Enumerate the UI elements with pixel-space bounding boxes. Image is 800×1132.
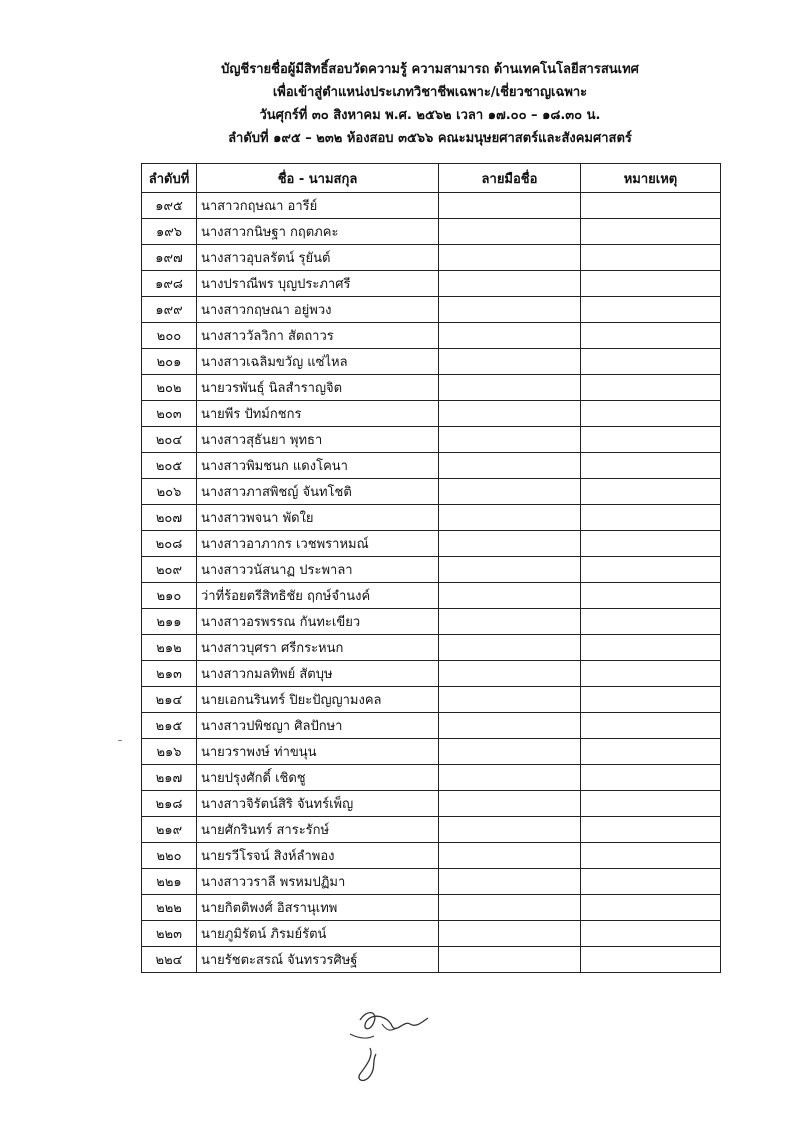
row-number: ๒๐๕ [142,453,197,479]
signature-cell [439,713,581,739]
row-name: นางสาวอาภากร เวชพราหมณ์ [197,531,439,557]
table-row [142,557,721,583]
remark-cell [581,713,721,739]
signature-cell [439,765,581,791]
remark-cell [581,453,721,479]
row-number: ๒๐๒ [142,375,197,401]
table-row [142,349,721,375]
table-row [142,427,721,453]
row-number: ๒๐๔ [142,427,197,453]
row-name: นางสาวภาสพิชญ์ จันทโชติ [197,479,439,505]
row-number: ๒๑๔ [142,687,197,713]
row-number: ๒๒๔ [142,947,197,973]
remark-cell [581,661,721,687]
table-header-row [142,164,721,193]
row-name: นายวราพงษ์ ท่าขนุน [197,739,439,765]
table-row [142,531,721,557]
remark-cell [581,505,721,531]
row-number: ๑๙๘ [142,271,197,297]
signature-cell [439,947,581,973]
signature-cell [439,609,581,635]
row-number: ๒๐๗ [142,505,197,531]
row-number: ๒๒๑ [142,869,197,895]
row-number: ๒๑๙ [142,817,197,843]
signature-cell [439,557,581,583]
header-title: บัญชีรายชื่อผู้มีสิทธิ์สอบวัดความรู้ ความสามารถ ด้านเทคโนโลยีสารสนเทศ [221,62,639,77]
attendance-table [141,163,721,973]
row-name: นางสาวพิมชนก แดงโคนา [197,453,439,479]
table-body [142,193,721,973]
row-number: ๒๐๐ [142,323,197,349]
row-number: ๑๙๖ [142,219,197,245]
signature-cell [439,843,581,869]
remark-cell [581,583,721,609]
remark-cell [581,791,721,817]
stray-mark [118,740,122,741]
signature-cell [439,375,581,401]
signature-cell [439,921,581,947]
column-header-name: ชื่อ - นามสกุล [197,164,439,193]
table-row [142,219,721,245]
table-row [142,791,721,817]
row-number: ๒๒๒ [142,895,197,921]
row-number: ๒๐๖ [142,479,197,505]
document-header [150,58,710,150]
remark-cell [581,817,721,843]
table-row [142,583,721,609]
header-room-info: ลำดับที่ ๑๙๕ – ๒๓๒ ห้องสอบ ๓๕๖๖ คณะมนุษยศาสตร์และสังคมศาสตร์ [228,131,632,146]
table-row [142,817,721,843]
signature-cell [439,661,581,687]
remark-cell [581,427,721,453]
row-number: ๒๑๒ [142,635,197,661]
row-name: นางสาวกมลทิพย์ สัตบุษ [197,661,439,687]
signature-cell [439,245,581,271]
remark-cell [581,843,721,869]
row-name: นางสาวปพิชญา ศิลปักษา [197,713,439,739]
row-name: นางสาววนัสนาฏ ประพาลา [197,557,439,583]
remark-cell [581,635,721,661]
remark-cell [581,765,721,791]
signature-cell [439,869,581,895]
remark-cell [581,609,721,635]
row-number: ๒๒๓ [142,921,197,947]
signature-cell [439,531,581,557]
signature-cell [439,687,581,713]
row-name: นางสาววราลี พรหมปฏิมา [197,869,439,895]
row-name: นางสาวกฤษณา อยู่พวง [197,297,439,323]
table-row [142,453,721,479]
row-number: ๑๙๕ [142,193,197,219]
table-row [142,375,721,401]
table-row [142,609,721,635]
row-name: นายวรพันธุ์ นิลสำราญจิต [197,375,439,401]
signature-cell [439,427,581,453]
row-name: ว่าที่ร้อยตรีสิทธิชัย ฤกษ์จำนงค์ [197,583,439,609]
table-row [142,505,721,531]
row-name: นางปราณีพร บุญประภาศรี [197,271,439,297]
remark-cell [581,271,721,297]
remark-cell [581,401,721,427]
table-row [142,401,721,427]
remark-cell [581,921,721,947]
row-number: ๒๑๗ [142,765,197,791]
row-name: นาสาวกฤษณา อารีย์ [197,193,439,219]
table-row [142,739,721,765]
table-row [142,895,721,921]
table-row [142,921,721,947]
row-name: นายรัชตะสรณ์ จันทรวรศิษฐ์ [197,947,439,973]
row-number: ๑๙๗ [142,245,197,271]
remark-cell [581,869,721,895]
signature-cell [439,583,581,609]
signature-cell [439,401,581,427]
row-name: นางสาวบุศรา ศรีกระหนก [197,635,439,661]
row-number: ๒๑๕ [142,713,197,739]
table-row [142,661,721,687]
row-name: นางสาววัลวิกา สัตถาวร [197,323,439,349]
column-header-signature: ลายมือชื่อ [439,164,581,193]
remark-cell [581,375,721,401]
column-header-remark: หมายเหตุ [581,164,721,193]
table-row [142,323,721,349]
remark-cell [581,349,721,375]
signature-cell [439,505,581,531]
remark-cell [581,479,721,505]
signature-cell [439,271,581,297]
row-number: ๑๙๙ [142,297,197,323]
row-number: ๒๐๙ [142,557,197,583]
signature-cell [439,349,581,375]
remark-cell [581,947,721,973]
signature-cell [439,193,581,219]
row-name: นายกิตติพงศ์ อิสรานุเทพ [197,895,439,921]
table-row [142,843,721,869]
row-name: นายศักรินทร์ สาระรักษ์ [197,817,439,843]
signature-cell [439,453,581,479]
row-name: นางสาวพจนา พัดใย [197,505,439,531]
table-row [142,869,721,895]
row-name: นายปรุงศักดิ์ เชิดชู [197,765,439,791]
row-number: ๒๐๘ [142,531,197,557]
remark-cell [581,323,721,349]
row-name: นายพีร ปัทม์กชกร [197,401,439,427]
row-number: ๒๑๖ [142,739,197,765]
row-number: ๒๒๐ [142,843,197,869]
row-name: นางสาวสุธันยา พุทธา [197,427,439,453]
row-name: นายภูมิรัตน์ ภิรมย์รัตน์ [197,921,439,947]
remark-cell [581,557,721,583]
table-row [142,297,721,323]
remark-cell [581,687,721,713]
table-row [142,635,721,661]
signature-cell [439,739,581,765]
table-row [142,947,721,973]
signature-cell [439,791,581,817]
signature-cell [439,895,581,921]
remark-cell [581,895,721,921]
signature-cell [439,323,581,349]
signature-cell [439,479,581,505]
table-row [142,713,721,739]
table-row [142,271,721,297]
table-row [142,687,721,713]
table-row [142,245,721,271]
remark-cell [581,219,721,245]
table-row [142,479,721,505]
row-name: นางสาวอรพรรณ กันทะเขียว [197,609,439,635]
column-header-no: ลำดับที่ [142,164,197,193]
row-number: ๒๐๑ [142,349,197,375]
row-number: ๒๑๐ [142,583,197,609]
row-name: นางสาวเฉลิมขวัญ แซ่ไหล [197,349,439,375]
table-row [142,193,721,219]
signature-cell [439,219,581,245]
row-number: ๒๑๑ [142,609,197,635]
remark-cell [581,297,721,323]
row-name: นางสาวจิรัตน์สิริ จันทร์เพ็ญ [197,791,439,817]
table-row [142,765,721,791]
remark-cell [581,739,721,765]
header-position: เพื่อเข้าสู่ตำแหน่งประเภทวิชาชีพเฉพาะ/เชี่ยวชาญเฉพาะ [272,85,588,100]
remark-cell [581,193,721,219]
row-number: ๒๑๘ [142,791,197,817]
signature-cell [439,817,581,843]
signature-cell [439,297,581,323]
header-date-time: วันศุกร์ที่ ๓๐ สิงหาคม พ.ศ. ๒๕๖๒ เวลา ๑๗.๐๐ – ๑๘.๓๐ น. [259,108,601,123]
row-name: นายเอกนรินทร์ ปิยะปัญญามงคล [197,687,439,713]
row-name: นายรวีโรจน์ สิงห์ลำพอง [197,843,439,869]
row-name: นางสาวกนิษฐา กฤตภคะ [197,219,439,245]
row-number: ๒๐๓ [142,401,197,427]
signature-cell [439,635,581,661]
remark-cell [581,531,721,557]
row-name: นางสาวอุบลรัตน์ รุยันต์ [197,245,439,271]
handwritten-signature-icon [330,1000,440,1090]
row-number: ๒๑๓ [142,661,197,687]
remark-cell [581,245,721,271]
